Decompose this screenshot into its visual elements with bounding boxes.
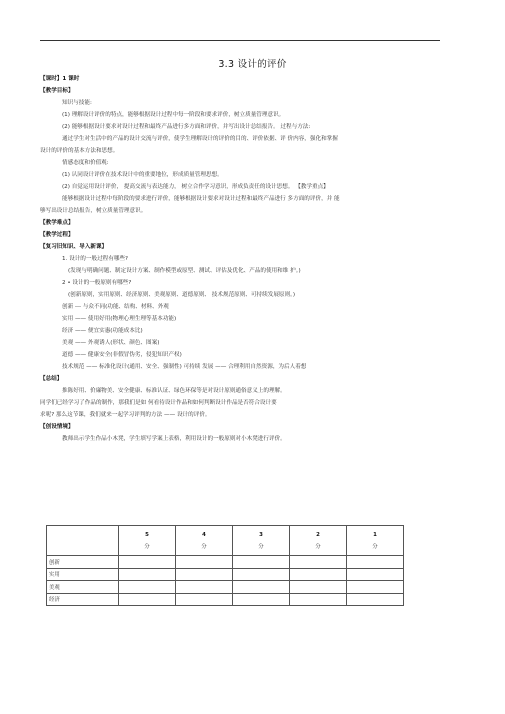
row-label: 创新: [47, 556, 119, 569]
table-cell: [347, 556, 404, 569]
table-header-row: [47, 526, 404, 556]
text-line: 知识与技能:: [62, 100, 92, 106]
header-cell: 3 分: [233, 526, 290, 556]
text-line: 经济 —— 便宜实惠(功能成本比): [62, 328, 143, 334]
table-cell: [233, 568, 290, 581]
text-line: (1) 理解设计评价的特点，能够根据设计过程中每一阶段和要求评价，树立质量管理意识。: [62, 112, 285, 118]
text-line: 2 • 设计的一般原则有哪些?: [62, 280, 132, 286]
table-cell: [176, 593, 233, 606]
row-label: 实用: [47, 568, 119, 581]
text-line: (创新原则，实用原则、经济原则、美观原则、道德原则、 技术规范原则、可持续发展原则。): [68, 292, 296, 298]
text-line: 美观 —— 外观诱人(形状、颜色、图案): [62, 340, 160, 346]
header-cell: 1 分: [347, 526, 404, 556]
section-heading: 【教学过程】: [40, 232, 74, 238]
header-cell: 5 分: [119, 526, 176, 556]
text-line: (2) 能够根据设计要求对设计过程和最终产品进行多方面和评价，并写出设计总结报告。 过程与方法:: [62, 124, 311, 130]
header-cell: 4 分: [176, 526, 233, 556]
text-line: 设计的评价的基本方法和思想。: [40, 148, 119, 154]
text-line: 通过学生对生活中的产品的设计交流与评价，使学生理解设计的评价的目的、评价依据、评 价内容，强化和掌握: [62, 136, 338, 142]
table-cell: [290, 568, 347, 581]
page-title: 3.3 设计的评价: [218, 59, 287, 70]
table-row: [47, 581, 404, 594]
table-cell: [290, 581, 347, 594]
text-line: 同学们已经学习了作品的制作，那我们是如 何看待设计作品和如何判断设计作品是否符合设计要: [40, 400, 277, 406]
table-row: [47, 593, 404, 606]
table-cell: [176, 556, 233, 569]
text-line: 推陈好用、价廉物美、安全健康、标准认证、绿色环保等是对设计原则通俗意义上的理解。: [62, 388, 286, 394]
top-rule: [40, 40, 440, 41]
text-line: 1. 设计的一般过程有哪些?: [62, 256, 129, 262]
text-line: 技术规范 —— 标准化设计(通用、安全、强制性) 可持续 发展 —— 合理利用自然资源，为后人着想: [62, 364, 307, 370]
text-line: 道德 —— 健康安全(非假冒伪劣，侵犯知识产权): [62, 352, 182, 358]
table-cell: [233, 593, 290, 606]
table-cell: [119, 593, 176, 606]
table-cell: [347, 568, 404, 581]
section-heading: 【复习旧知识、导入新课】: [40, 244, 108, 250]
text-line: (2) 自觉运用设计评价， 提高交流与表达能力， 树立合作学习意识，形成负责任的设计思想。 【教学重点】: [62, 184, 329, 190]
section-heading: 【教学目标】: [40, 88, 74, 94]
table-cell: [119, 556, 176, 569]
text-line: 创新 --- 与众不同(功能、结构、材料、外观: [62, 304, 169, 310]
text-line: 求呢? 那么这节课，我们就来一起学习评判的方法 —— 设计的评价。: [40, 412, 211, 418]
evaluation-table: [46, 525, 404, 606]
row-label: 美观: [47, 581, 119, 594]
text-line: 能够根据设计过程中每阶段的要求进行评价，能够根据设计要求对设计过程和最终产品进行 多方面的评价，并 能: [62, 196, 340, 202]
text-line: 教师出示学生作品小木凳，学生填写学案上表格，利用设计的一般原则对小木凳进行评价。: [62, 436, 286, 442]
text-line: 实用 —— 使用好用(物理心理生理等基本功能): [62, 316, 177, 322]
section-heading: 【创设情境】: [40, 424, 74, 430]
text-line: (发现与明确问题、制定设计方案、制作模型或原型、测试、评估及优化、产品的使用和维 护。): [68, 268, 301, 274]
header-cell: 2 分: [290, 526, 347, 556]
table-cell: [119, 581, 176, 594]
section-heading: 【总结】: [40, 376, 63, 382]
table-cell: [290, 556, 347, 569]
table-cell: [176, 568, 233, 581]
table-cell: [233, 581, 290, 594]
table-row: [47, 556, 404, 569]
text-line: (1) 认同设计评价在技术设计中的重要地位，形成质量管理思想。: [62, 172, 223, 178]
table-cell: [347, 593, 404, 606]
section-heading: 【教学难点】: [40, 220, 74, 226]
table-cell: [176, 581, 233, 594]
table-cell: [347, 581, 404, 594]
text-line: 够写出设计总结报告，树立质量管理意识。: [40, 208, 147, 214]
table-cell: [290, 593, 347, 606]
header-cell: [47, 526, 119, 556]
text-line: 情感态度和价值观:: [62, 160, 109, 166]
table-row: [47, 568, 404, 581]
section-heading: 【课时】1 课时: [40, 76, 80, 82]
table-cell: [233, 556, 290, 569]
row-label: 经济: [47, 593, 119, 606]
table-cell: [119, 568, 176, 581]
